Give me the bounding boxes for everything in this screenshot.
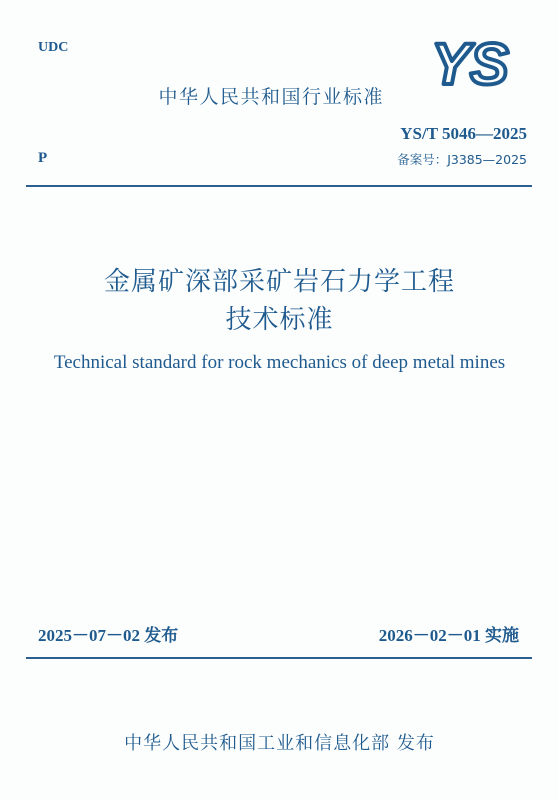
udc-label: UDC [38,40,69,55]
top-divider [26,185,532,187]
industry-standard-title-text: 中华人民共和国行业标准 [158,86,384,108]
title-zh-line1: 金属矿深部采矿岩石力学工程 [103,267,455,296]
issuer: 中华人民共和国工业和信息化部 发布 [124,733,435,754]
title-en: Technical standard for rock mechanics of deep metal mines [53,352,506,373]
title-zh-line2: 技术标准 [225,305,334,334]
ys-logo [420,38,520,90]
ys-logo-text: YS [431,38,509,90]
implement-date: 2026－02－01 实施 [378,626,519,645]
standard-number: YS/T 5046—2025 [400,124,527,143]
record-number: 备案号：J3385—2025 [397,152,527,167]
publish-date: 2025－07－02 发布 [38,626,179,645]
classification-label: P [38,150,48,166]
bottom-divider [26,657,532,659]
